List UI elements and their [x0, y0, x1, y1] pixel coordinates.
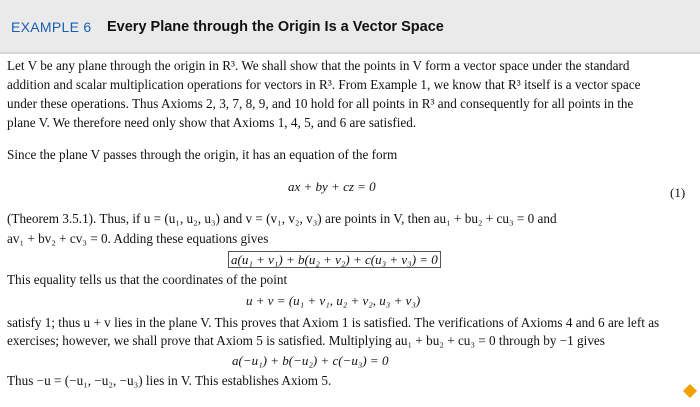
equation-1: ax + by + cz = 0	[288, 179, 376, 194]
equation-2-box: a(u₁ + v₁) + b(u₂ + v₂) + c(u₃ + v₃) = 0	[228, 251, 441, 268]
divider	[0, 52, 700, 54]
paragraph-line: satisfy 1; thus u + v lies in the plane V. This proves that Axiom 1 is satisfied. The verifications of Axioms 4 and 6 are left as	[7, 315, 660, 330]
paragraph-line: Thus −u = (−u₁, −u₂, −u₃) lies in V. This establishes Axiom 5.	[7, 373, 332, 388]
paragraph-line: addition and scalar multiplication operations for vectors in R³. From Example 1, we know that R³ itself is a vector space	[7, 77, 641, 92]
equation-number: (1)	[670, 185, 686, 200]
paragraph-line: av₁ + bv₂ + cv₃ = 0. Adding these equations gives	[7, 231, 269, 246]
equation-2	[228, 252, 441, 268]
example-label: EXAMPLE 6	[11, 19, 92, 35]
paragraph-line: This equality tells us that the coordinates of the point	[7, 272, 288, 287]
example-title: Every Plane through the Origin Is a Vector Space	[107, 19, 444, 35]
paragraph-line: Let V be any plane through the origin in R³. We shall show that the points in V form a vector space under the standard	[7, 58, 630, 73]
equation-3: u + v = (u₁ + v₁, u₂ + v₂, u₃ + v₃)	[246, 293, 421, 308]
equation-4: a(−u₁) + b(−u₂) + c(−u₃) = 0	[232, 353, 389, 368]
paragraph-line: under these operations. Thus Axioms 2, 3, 7, 8, 9, and 10 hold for all points in R³ and consequently for all points in the	[7, 96, 634, 111]
diamond-icon	[682, 383, 698, 399]
paragraph-line: (Theorem 3.5.1). Thus, if u = (u₁, u₂, u₃) and v = (v₁, v₂, v₃) are points in V, then au₁ + bu₂ + cu₃ = 0 and	[7, 211, 557, 226]
paragraph-line: exercises; however, we shall prove that Axiom 5 is satisfied. Multiplying au₁ + bu₂ + cu₃ = 0 through by −1 gives	[7, 333, 605, 348]
paragraph-line: Since the plane V passes through the origin, it has an equation of the form	[7, 147, 398, 162]
paragraph-line: plane V. We therefore need only show that Axioms 1, 4, 5, and 6 are satisfied.	[7, 115, 417, 130]
